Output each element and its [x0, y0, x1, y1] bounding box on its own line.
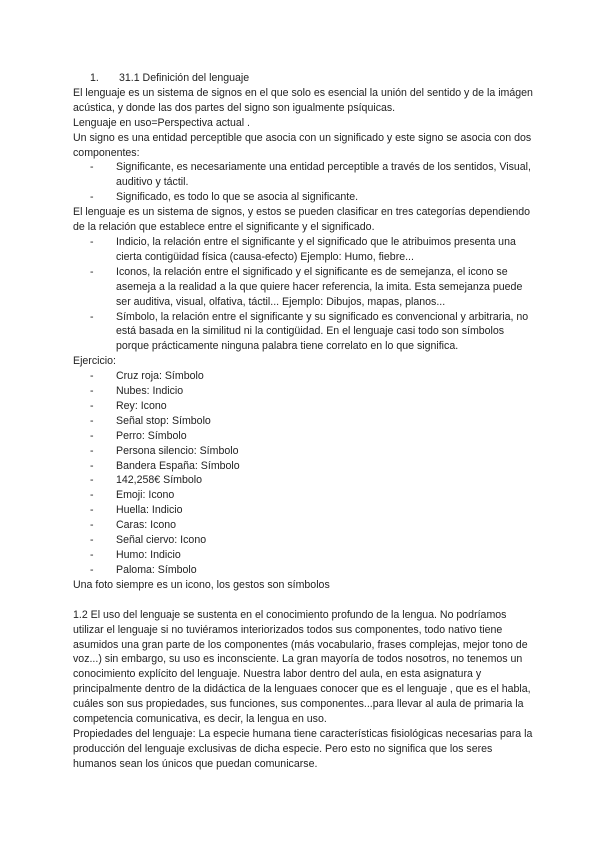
list-item: - Huella: Indicio	[73, 503, 533, 518]
paragraph-sign: Un signo es una entidad perceptible que asocia con un significado y este signo se asocia con dos componentes:	[73, 131, 532, 159]
list-item: - Indicio, la relación entre el significante y el significado que le atribuimos presenta una cierta contigüidad física (causa-efecto) Ejemplo: Humo, fiebre...	[73, 235, 533, 265]
components-list	[73, 160, 533, 205]
categories-list	[73, 235, 533, 354]
exercise-label: Ejercicio:	[73, 355, 116, 368]
list-item: - Significante, es necesariamente una entidad perceptible a través de los sentidos, Visual, auditivo y táctil.	[73, 160, 533, 190]
list-item: - Emoji: Icono	[73, 488, 533, 503]
paragraph-language-use: 1.2 El uso del lenguaje se sustenta en el conocimiento profundo de la lengua. No podríamos utilizar el lenguaje si no tuviéramos interiorizados todos sus componentes, todo nativo tiene asumidos una gran parte de los componentes (más vocabulario, frases complejas, mejor tono de voz...) sin embargo, su uso es inconsciente. La gran mayoría de todos nosotros, no tenemos un conocimiento explícito del lenguaje. Nuestra labor dentro del aula, en esta asignatura y principalmente dentro de la didáctica de la lenguaes conocer que es el lenguaje , que es el habla, cuáles son sus propiedades, sus funciones, sus componentes...para llevar al aula de primaria la competencia comunicativa, es decir, la lengua en uso.	[73, 608, 531, 726]
list-item: - 142,258€ Símbolo	[73, 473, 533, 488]
list-item: - Significado, es todo lo que se asocia al significante.	[73, 190, 533, 205]
list-item: - Símbolo, la relación entre el significante y su significado es convencional y arbitraria, no está basada en la similitud ni la contigüidad. En el lenguaje casi todo son símbolos porque prácticamente ninguna palabra tiene correlato en lo que significa.	[73, 310, 533, 355]
list-item: - Rey: Icono	[73, 399, 533, 414]
list-item: - Persona silencio: Símbolo	[73, 444, 533, 459]
list-item: - Iconos, la relación entre el significado y el significante es de semejanza, el icono se asemeja a la realidad a la que quiere hacer referencia, la imita. Esta semejanza puede ser auditiva, visual, olfativa, táctil... Ejemplo: Dibujos, mapas, planos...	[73, 265, 533, 310]
section-heading	[73, 71, 533, 86]
paragraph-classification: El lenguaje es un sistema de signos, y estos se pueden clasificar en tres categorías dependiendo de la relación que establece entre el significante y el significado.	[73, 206, 530, 234]
paragraph-gap	[73, 593, 533, 608]
list-item: - Caras: Icono	[73, 518, 533, 533]
list-item: - Perro: Símbolo	[73, 429, 533, 444]
list-item: - Señal ciervo: Icono	[73, 533, 533, 548]
paragraph-language-in-use: Lenguaje en uso=Perspectiva actual .	[73, 116, 250, 129]
list-item: - Bandera España: Símbolo	[73, 459, 533, 474]
list-item: - Nubes: Indicio	[73, 384, 533, 399]
paragraph-properties: Propiedades del lenguaje: La especie humana tiene características fisiológicas necesarias para la producción del lenguaje exclusivas de dicha especie. Pero esto no significa que los seres humanos sean los únicos que puedan comunicarse.	[73, 727, 533, 770]
paragraph-definition: El lenguaje es un sistema de signos en el que solo es esencial la unión del sentido y de la imágen acústica, y donde las dos partes del signo son igualmente psíquicas.	[73, 86, 533, 114]
document-page	[73, 71, 533, 772]
list-item: - Señal stop: Símbolo	[73, 414, 533, 429]
list-item: - Paloma: Símbolo	[73, 563, 533, 578]
exercise-list	[73, 369, 533, 578]
heading-title: 31.1 Definición del lenguaje	[119, 72, 250, 84]
list-item: - Cruz roja: Símbolo	[73, 369, 533, 384]
paragraph-closing: Una foto siempre es un icono, los gestos son símbolos	[73, 578, 330, 591]
heading-number: 1.	[90, 72, 99, 84]
list-item: - Humo: Indicio	[73, 548, 533, 563]
